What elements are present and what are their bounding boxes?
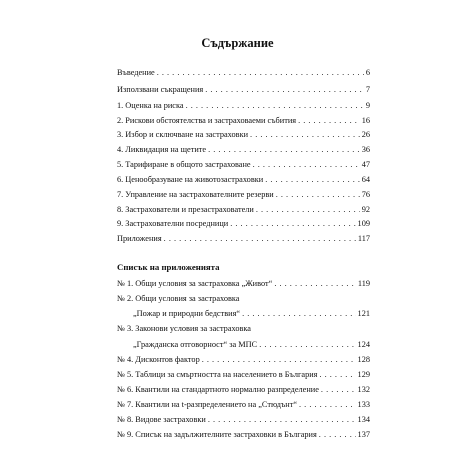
toc-entry-label: 5. Тарифиране в общото застраховане [117,160,251,169]
dot-leader [274,279,356,289]
dot-leader [276,190,360,200]
toc-entry [117,173,370,185]
dot-leader [259,340,355,350]
toc-entry-label: Въведение [117,68,155,77]
toc-entry-label: Използвани съкращения [117,85,204,94]
toc-entry-label: 2. Рискови обстоятелства и застраховаеми събития [117,116,297,125]
toc-entry [117,143,370,155]
toc-entry-label: 4. Ликвидация на щетите [117,145,207,154]
appendix-entry-label: № 6. Квантили на стандартното нормално разпределение [117,385,319,394]
appendix-entry-page: 124 [357,340,370,349]
appendix-entry-page: 129 [357,370,370,379]
appendix-entry [117,277,370,289]
dot-leader [230,219,355,229]
appendix-entry-label: № 1. Общи условия за застраховка „Живот“ [117,279,273,288]
appendix-entry-label: № 8. Видове застраховки [117,415,206,424]
dot-leader [242,309,355,319]
toc-entry-page: 26 [361,130,370,139]
toc-entry-page: 109 [357,219,370,228]
toc-entry [117,203,370,215]
dot-leader [319,370,355,380]
dot-leader [205,85,364,95]
dot-leader [321,385,356,395]
toc-entry-page: 7 [365,85,370,94]
appendix-entry-continuation [117,338,370,350]
toc-entry-label: 3. Избор и сключване на застраховки [117,130,249,139]
appendix-entry-page: 133 [357,400,370,409]
toc-entry-page: 64 [361,175,370,184]
dot-leader [164,234,356,244]
toc-entry-page: 117 [357,234,370,243]
toc-entry-label: 9. Застрахователни посредници [117,219,229,228]
dot-leader [265,175,359,185]
toc-entry-page: 47 [361,160,370,169]
toc-entry-page: 36 [361,145,370,154]
appendix-entry-label: № 3. Законови условия за застраховка [117,324,251,333]
dot-leader [208,145,360,155]
appendix-entry-page: 119 [357,279,370,288]
toc-entry [117,217,370,229]
dot-leader [157,68,364,78]
dot-leader [253,160,360,170]
appendix-entry [117,292,370,304]
appendix-entry [117,383,370,395]
appendix-entry [117,398,370,410]
page-title: Съдържание [201,36,274,50]
appendix-entry [117,353,370,365]
appendix-heading: Списък на приложенията [117,262,220,272]
dot-leader [208,415,356,425]
appendix-entry-label: № 5. Таблици за смъртността на населението в България [117,370,318,379]
dot-leader [186,101,364,111]
toc-entry-page: 76 [361,190,370,199]
dot-leader [299,400,356,410]
dot-leader [250,130,360,140]
toc-entry [117,114,370,126]
appendix-entry [117,322,370,334]
toc-entry [117,232,370,244]
appendix-entry-label: № 4. Дисконтов фактор [117,355,200,364]
appendix-entry-page: 121 [357,309,370,318]
toc-entry-label: Приложения [117,234,162,243]
appendix-entry-label: № 7. Квантили на t-разпределението на „Стюдънт“ [117,400,298,409]
toc-entry-page: 9 [365,101,370,110]
dot-leader [298,116,360,126]
appendix-entry [117,413,370,425]
appendix-entry-page: 132 [357,385,370,394]
toc-entry [117,66,370,78]
toc-entry [117,158,370,170]
dot-leader [319,430,356,440]
toc-entry [117,188,370,200]
appendix-entry [117,428,370,440]
appendix-entry-page: 134 [357,415,370,424]
appendix-entry-label: № 9. Списък на задължителните застраховки в България [117,430,317,439]
appendix-entry-label-continued: „Гражданска отговорност“ за МПС [133,340,258,349]
toc-entry-label: 8. Застрахователи и презастрахователи [117,205,254,214]
toc-entry-label: 7. Управление на застрахователните резерви [117,190,274,199]
dot-leader [256,205,360,215]
appendix-entry-label: № 2. Общи условия за застраховка [117,294,240,303]
dot-leader [202,355,356,365]
appendix-entry-continuation [117,307,370,319]
toc-entry [117,128,370,140]
toc-entry-page: 92 [361,205,370,214]
appendix-entry-page: 137 [357,430,370,439]
appendix-entry [117,368,370,380]
appendix-entry-page: 128 [357,355,370,364]
toc-entry-label: 1. Оценка на риска [117,101,184,110]
toc-entry [117,99,370,111]
toc-entry-page: 6 [365,68,370,77]
toc-entry-label: 6. Ценообразуване на животозастраховки [117,175,264,184]
toc-entry [117,83,370,95]
appendix-entry-label-continued: „Пожар и природни бедствия“ [133,309,241,318]
toc-entry-page: 16 [361,116,370,125]
